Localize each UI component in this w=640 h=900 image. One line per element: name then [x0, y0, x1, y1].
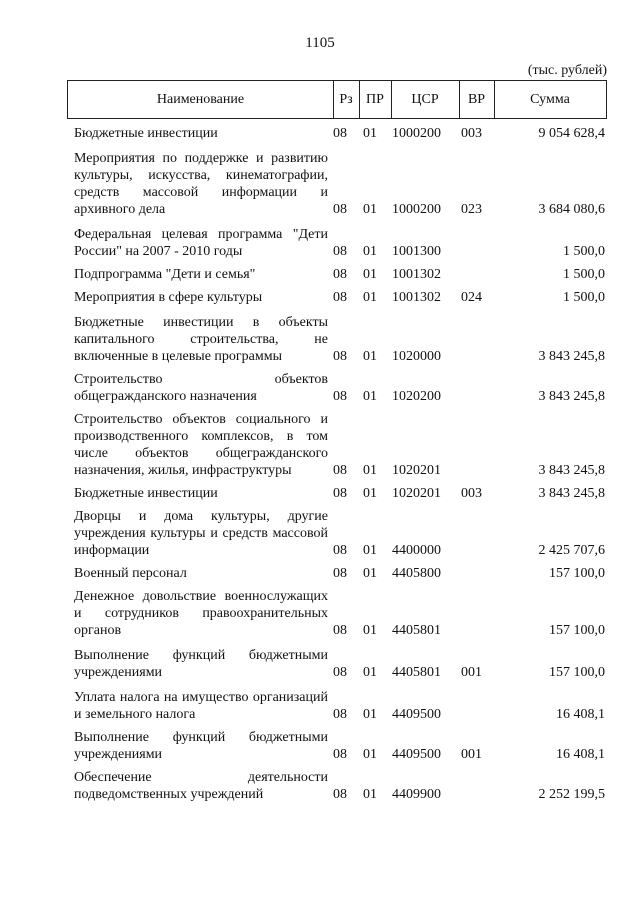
table-row — [67, 508, 607, 559]
row-sum: 157 100,0 — [549, 623, 605, 638]
row-sum: 3 843 245,8 — [538, 486, 605, 501]
row-pr: 01 — [363, 486, 377, 501]
row-name: Военный персонал — [74, 566, 187, 581]
table-row — [67, 125, 607, 142]
table-row — [67, 266, 607, 283]
row-name: Строительство объектов социального и производственного комплексов, в том числе объектов общегражданского назначения, жилья, инфраструктуры — [74, 412, 328, 478]
row-pr: 01 — [363, 463, 377, 478]
row-name: Подпрограмма "Дети и семья" — [74, 267, 256, 282]
row-name: Бюджетные инвестиции в объекты капитального строительства, не включенные в целевые программы — [74, 315, 328, 364]
table-row — [67, 150, 607, 218]
row-rz: 08 — [333, 267, 347, 282]
row-csr: 1020201 — [392, 486, 441, 501]
row-sum: 16 408,1 — [556, 747, 605, 762]
row-rz: 08 — [333, 486, 347, 501]
table-row — [67, 565, 607, 582]
row-rz: 08 — [333, 244, 347, 259]
table-row — [67, 485, 607, 502]
row-sum: 3 843 245,8 — [538, 463, 605, 478]
row-pr: 01 — [363, 267, 377, 282]
row-pr: 01 — [363, 665, 377, 680]
row-vr: 023 — [461, 202, 482, 217]
row-csr: 4409900 — [392, 787, 441, 802]
row-csr: 1001300 — [392, 244, 441, 259]
row-name: Бюджетные инвестиции — [74, 126, 218, 141]
row-rz: 08 — [333, 202, 347, 217]
row-csr: 4409500 — [392, 747, 441, 762]
table-body — [67, 125, 607, 803]
row-vr: 003 — [461, 126, 482, 141]
row-csr: 1001302 — [392, 290, 441, 305]
row-sum: 2 425 707,6 — [538, 543, 605, 558]
column-header-csr: ЦСР — [411, 92, 439, 107]
row-csr: 4400000 — [392, 543, 441, 558]
row-name: Федеральная целевая программа "Дети России" на 2007 - 2010 годы — [74, 227, 328, 259]
row-csr: 4409500 — [392, 707, 441, 722]
row-sum: 2 252 199,5 — [538, 787, 605, 802]
table-row — [67, 289, 607, 306]
row-csr: 1020200 — [392, 389, 441, 404]
row-csr: 1020201 — [392, 463, 441, 478]
units-label: (тыс. рублей) — [527, 63, 607, 78]
row-name: Обеспечение деятельности подведомственных учреждений — [74, 770, 328, 802]
table-header — [67, 80, 607, 119]
row-csr: 1000200 — [392, 202, 441, 217]
row-rz: 08 — [333, 126, 347, 141]
row-sum: 1 500,0 — [563, 290, 605, 305]
row-name: Мероприятия в сфере культуры — [74, 290, 263, 305]
row-rz: 08 — [333, 463, 347, 478]
table-row — [67, 314, 607, 365]
row-name: Уплата налога на имущество организаций и земельного налога — [74, 690, 328, 722]
table-row — [67, 769, 607, 803]
row-rz: 08 — [333, 566, 347, 581]
row-rz: 08 — [333, 747, 347, 762]
table-row — [67, 729, 607, 763]
row-rz: 08 — [333, 389, 347, 404]
row-sum: 1 500,0 — [563, 267, 605, 282]
row-rz: 08 — [333, 623, 347, 638]
column-header-pr: ПР — [366, 92, 384, 107]
table-row — [67, 588, 607, 639]
row-vr: 024 — [461, 290, 482, 305]
row-pr: 01 — [363, 707, 377, 722]
row-sum: 157 100,0 — [549, 566, 605, 581]
column-header-rz: Рз — [339, 92, 353, 107]
row-pr: 01 — [363, 349, 377, 364]
row-name: Выполнение функций бюджетными учреждениями — [74, 730, 328, 762]
row-csr: 1000200 — [392, 126, 441, 141]
row-sum: 1 500,0 — [563, 244, 605, 259]
row-csr: 1020000 — [392, 349, 441, 364]
column-header-sum: Сумма — [530, 92, 570, 107]
row-pr: 01 — [363, 747, 377, 762]
row-vr: 003 — [461, 486, 482, 501]
row-sum: 3 843 245,8 — [538, 349, 605, 364]
row-name: Мероприятия по поддержке и развитию культуры, искусства, кинематографии, средств массовой информации и архивного дела — [74, 151, 328, 217]
row-pr: 01 — [363, 202, 377, 217]
table-row — [67, 411, 607, 479]
row-pr: 01 — [363, 126, 377, 141]
row-sum: 3 684 080,6 — [538, 202, 605, 217]
row-csr: 1001302 — [392, 267, 441, 282]
row-name: Строительство объектов общегражданского назначения — [74, 372, 328, 404]
row-name: Бюджетные инвестиции — [74, 486, 218, 501]
row-vr: 001 — [461, 665, 482, 680]
table-row — [67, 371, 607, 405]
row-pr: 01 — [363, 787, 377, 802]
row-name: Дворцы и дома культуры, другие учреждения культуры и средств массовой информации — [74, 509, 328, 558]
row-pr: 01 — [363, 290, 377, 305]
row-rz: 08 — [333, 707, 347, 722]
row-rz: 08 — [333, 290, 347, 305]
table-row — [67, 647, 607, 681]
row-pr: 01 — [363, 566, 377, 581]
row-pr: 01 — [363, 244, 377, 259]
row-sum: 3 843 245,8 — [538, 389, 605, 404]
table-row — [67, 689, 607, 723]
row-csr: 4405801 — [392, 665, 441, 680]
row-sum: 157 100,0 — [549, 665, 605, 680]
row-name: Денежное довольствие военнослужащих и сотрудников правоохранительных органов — [74, 589, 328, 638]
row-sum: 9 054 628,4 — [538, 126, 605, 141]
row-pr: 01 — [363, 543, 377, 558]
budget-table — [67, 80, 607, 803]
row-sum: 16 408,1 — [556, 707, 605, 722]
row-rz: 08 — [333, 349, 347, 364]
row-csr: 4405801 — [392, 623, 441, 638]
row-rz: 08 — [333, 787, 347, 802]
row-vr: 001 — [461, 747, 482, 762]
table-row — [67, 226, 607, 260]
row-name: Выполнение функций бюджетными учреждениями — [74, 648, 328, 680]
row-rz: 08 — [333, 543, 347, 558]
page-number: 1105 — [305, 35, 335, 51]
row-rz: 08 — [333, 665, 347, 680]
row-csr: 4405800 — [392, 566, 441, 581]
row-pr: 01 — [363, 389, 377, 404]
row-pr: 01 — [363, 623, 377, 638]
column-header-name: Наименование — [156, 92, 245, 107]
column-header-vr: ВР — [467, 92, 486, 107]
